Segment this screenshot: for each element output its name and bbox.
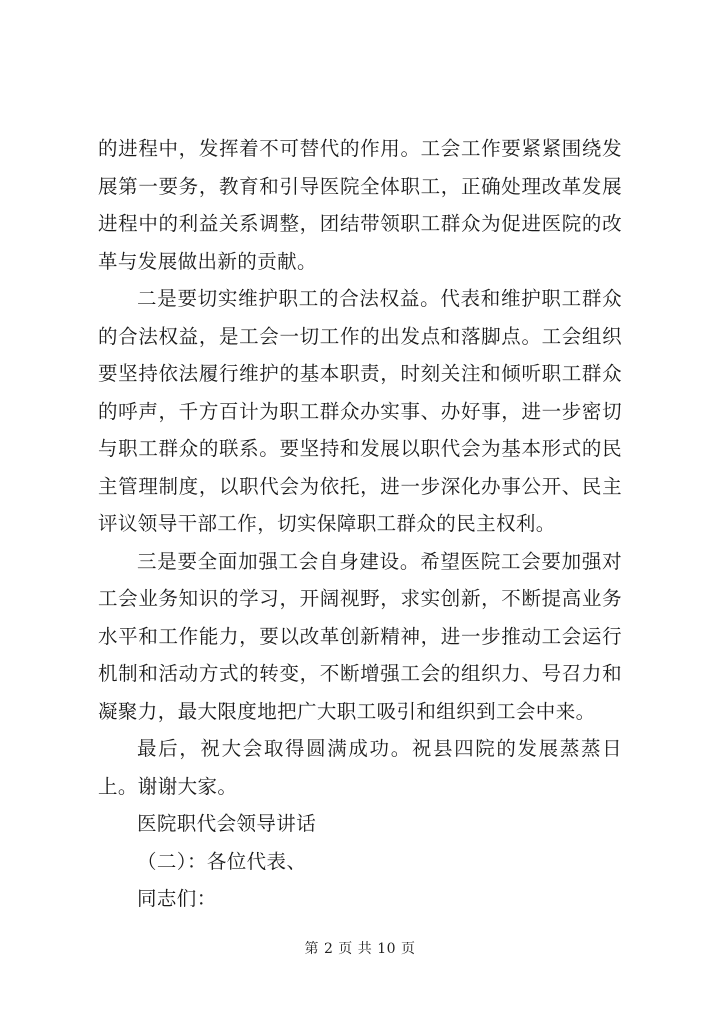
document-body <box>98 130 622 918</box>
paragraph-closing-wishes: 最后，祝大会取得圆满成功。祝县四院的发展蒸蒸日上。谢谢大家。 <box>98 737 622 798</box>
paragraph-self-construction: 三是要全面加强工会自身建设。希望医院工会要加强对工会业务知识的学习，开阔视野，求实创新，不断提高业务水平和工作能力，要以改革创新精神，进一步推动工会运行机制和活动方式的转变，不断增强工会的组织力、号召力和凝聚力，最大限度地把广大职工吸引和组织到工会中来。 <box>98 549 622 723</box>
paragraph-continuation: 的进程中，发挥着不可替代的作用。工会工作要紧紧围绕发展第一要务，教育和引导医院全体职工，正确处理改革发展进程中的利益关系调整，团结带领职工群众为促进医院的改革与发展做出新的贡献。 <box>98 137 622 273</box>
speech-subtitle-line: （二）：各位代表、 <box>137 849 307 873</box>
salutation-line: 同志们： <box>137 887 217 910</box>
speech-title-line: 医院职代会领导讲话 <box>137 812 317 835</box>
page-number-footer: 第 2 页 共 10 页 <box>304 941 416 957</box>
paragraph-safeguard-rights: 二是要切实维护职工的合法权益。代表和维护职工群众的合法权益，是工会一切工作的出发点和落脚点。工会组织要坚持依法履行维护的基本职责，时刻关注和倾听职工群众的呼声，千方百计为职工群众办实事、办好事，进一步密切与职工群众的联系。要坚持和发展以职代会为基本形式的民主管理制度，以职代会为依托，进一步深化办事公开、民主评议领导干部工作，切实保障职工群众的民主权利。 <box>98 287 622 535</box>
